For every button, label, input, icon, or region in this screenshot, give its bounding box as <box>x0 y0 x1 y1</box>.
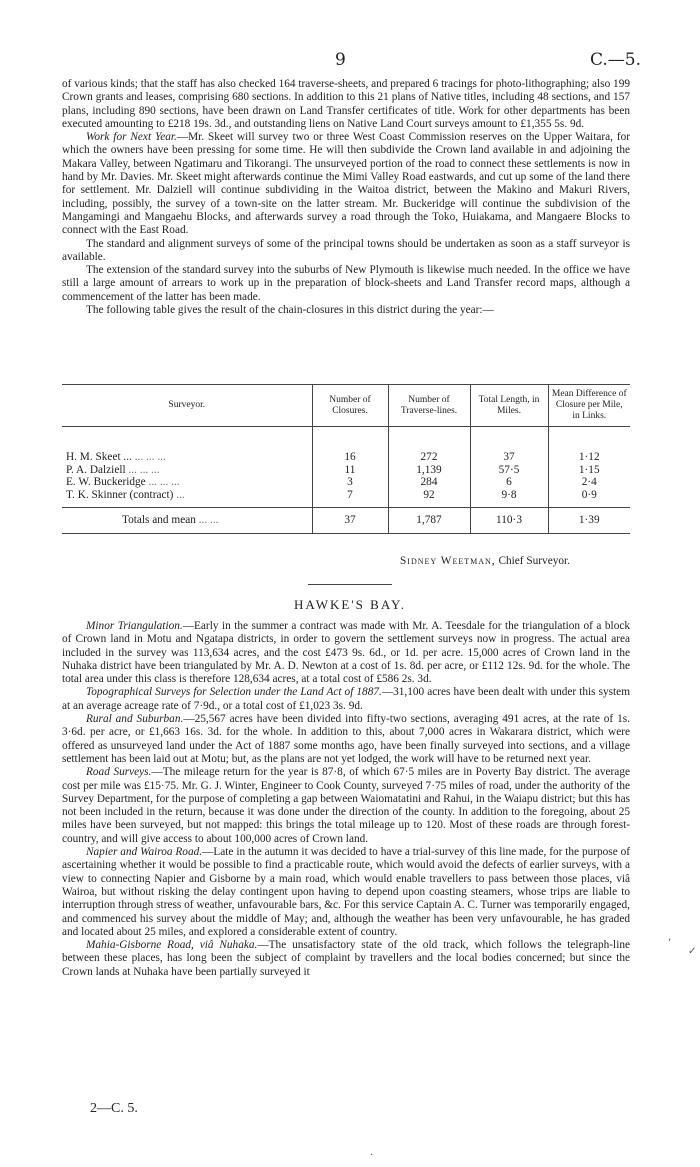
traverse-lines-cell: 284 <box>388 476 470 489</box>
traverse-lines-cell: 1,139 <box>388 464 470 477</box>
length-cell: 57·5 <box>470 464 548 477</box>
mean-cell: 2·4 <box>548 476 630 489</box>
totals-lines-cell: 1,787 <box>388 508 470 534</box>
hb-paragraph-mahia-gisborne: Mahia-Gisborne Road, viâ Nuhaka.—The unsatisfactory state of the old track, which follows the telegraph-line between these places, has long been the subject of complaint by travellers and the local bodies concerned; but since the Crown lands at Nuhaka have been partially surveyed it <box>62 939 631 978</box>
table-row <box>62 427 630 464</box>
totals-mean-cell: 1·39 <box>548 508 630 534</box>
traverse-lines-cell: 272 <box>388 427 470 464</box>
col-header-traverse-lines: Number of Traverse-lines. <box>388 385 470 427</box>
hb-paragraph-minor-triangulation: Minor Triangulation.—Early in the summer a contract was made with Mr. A. Teesdale for the triangulation of a block of Crown land in Motu and Ngatapa districts, in order to govern the settlement surveys now in progress. The actual area included in the survey was 113,634 acres, and the cost £473 9s. 6d., or 1d. per acre. 15,000 acres of Crown land in the Nuhaka district have been triangulated by Mr. A. D. Newton at a cost of 1s. 8d. per acre, or £112 12s. 9d. for the whole. The total area under this class is therefore 128,634 acres, at a total cost of £586 2s. 3d. <box>62 620 631 686</box>
surveyor-cell: H. M. Skeet ... ... ... ... <box>66 451 166 463</box>
hb-paragraph-road-surveys: Road Surveys.—The mileage return for the year is 87·8, of which 67·5 miles are in Poverty Bay district. The average cost per mile was £15·75. Mr. G. J. Winter, Engineer to Cook County, surveyed 7·75 miles of road, under the authority of the Survey Department, for the purpose of completing a gap between Waiomatatini and Rahui, in the Waiapu district; but this has not been included in the return, because it was done under the direction of the county. In addition to the foregoing, about 25 miles have been surveyed, but not mapped: this brings the total mileage up to 120. Most of these roads are through forest-country, and will give access to about 100,000 acres of Crown land. <box>62 766 630 845</box>
totals-row <box>62 508 630 534</box>
section-title: HAWKE'S BAY. <box>294 597 406 612</box>
surveyor-cell: P. A. Dalziell ... ... ... <box>66 463 160 476</box>
surveyor-cell: T. K. Skinner (contract) ... <box>66 488 185 501</box>
chain-closures-table <box>62 384 630 534</box>
closures-cell: 7 <box>312 489 388 508</box>
work-next-year-text: —Mr. Skeet will survey two or three West Coast Commission reserves on the Upper Waitara, for which the owners have been pressing for some time. He will then subdivide the Crown land available in and adjoining the Makara Valley, between Ngatimaru and Tikorangi. The unsurveyed portion of the road to connect these settlements is now in hand by Mr. Davies. Mr. Skeet might afterwards continue the Mimi Valley Road eastwards, and cut up some of the land there for settlement. Mr. Dalziell will continue subdividing in the Waitoa district, between the Makino and Makuri Rivers, including, possibly, the survey of a town-site on the latter stream. Mr. Buckeridge will continue the subdivision of the Mangamingi and Mangaehu Blocks, and afterwards survey a road through the Toko, Huiakama, and Mangaere Blocks to connect with the East Road. <box>62 131 630 237</box>
hb-paragraph-rural-suburban: Rural and Suburban.—25,567 acres have been divided into fifty-two sections, averaging 491 acres, at the rate of 1s. 3·6d. per acre, or £1,663 16s. 3d. for the whole. In addition to this, about 7,000 acres in Wakarara district, which were offered as unsurveyed land under the Act of 1887 some months ago, have been finally surveyed into sections, and a village settlement has been laid out at Motu; but, as the plans are not yet lodged, the work will have to be returned next year. <box>62 713 630 765</box>
signature-title: Chief Surveyor. <box>498 555 570 567</box>
table-header-row <box>62 385 630 427</box>
closures-cell: 3 <box>312 476 388 489</box>
length-cell: 37 <box>470 427 548 464</box>
work-next-year-heading: Work for Next Year. <box>86 131 177 144</box>
table-row <box>62 489 630 508</box>
col-header-closures: Number of Closures. <box>312 385 388 427</box>
table-row <box>62 476 630 489</box>
intro-paragraph: of various kinds; that the staff has also checked 164 traverse-sheets, and prepared 6 tracings for photo-lithographing; also 199 Crown grants and leases, comprising 680 sections. In addition to this 21 plans of Native titles, including 48 sections, and 157 plans, including 890 sections, have been drawn on Land Transfer certificates of title. Work for other departments has been executed amounting to £218 19s. 3d., and outstanding liens on Native Land Court surveys amount to £1,355 5s. 9d. <box>62 78 630 130</box>
totals-label-cell: Totals and mean ... ... <box>62 508 312 534</box>
margin-mark-icon: ✓ <box>688 946 697 957</box>
hawkes-bay-text <box>62 620 630 979</box>
scan-speck-icon: · <box>370 1150 374 1161</box>
mean-cell: 1·15 <box>548 464 630 477</box>
work-next-year-paragraph <box>62 131 630 237</box>
table-row <box>62 464 630 477</box>
signature-name: Sidney Weetman, <box>400 555 496 567</box>
taranaki-text <box>62 78 630 317</box>
closures-cell: 16 <box>312 427 388 464</box>
col-header-surveyor: Surveyor. <box>62 385 312 427</box>
col-header-mean-difference: Mean Difference of Closure per Mile, in Links. <box>548 385 630 427</box>
mean-cell: 1·12 <box>548 427 630 464</box>
document-code: C.—5. <box>590 50 642 70</box>
surveyor-cell: E. W. Buckeridge ... ... ... <box>66 476 180 488</box>
closures-cell: 11 <box>312 464 388 477</box>
table-intro-paragraph: The following table gives the result of the chain-closures in this district during the year:— <box>86 304 494 317</box>
totals-closures-cell: 37 <box>312 508 388 534</box>
col-header-total-length: Total Length, in Miles. <box>470 385 548 427</box>
section-divider <box>308 584 392 585</box>
margin-mark-icon: ‚ <box>668 932 672 943</box>
page-number: 9 <box>335 50 346 70</box>
standard-survey-paragraph: The standard and alignment surveys of some of the principal towns should be undertaken as soon as a staff surveyor is available. <box>62 237 630 263</box>
signature <box>400 555 570 567</box>
mean-cell: 0·9 <box>548 489 630 508</box>
totals-length-cell: 110·3 <box>470 508 548 534</box>
hb-paragraph-napier-wairoa: Napier and Wairoa Road.—Late in the autumn it was decided to have a trial-survey of this line made, for the purpose of ascertaining whether it would be possible to find a practicable route, which would avoid the defects of earlier surveys, with a view to connecting Napier and Gisborne by a main road, which would enable travellers to pass between those places, viâ Wairoa, but without risking the delay contingent upon having to depend upon coasting steamers, whose trips are liable to interruption through stress of weather, unfavourable bars, &c. For this service Captain A. C. Turner was temporarily engaged, and commenced his survey about the middle of May; and, although the weather has been very unfavourable, he has graded and located about 25 miles, and explored a considerable extent of country. <box>62 846 630 938</box>
extension-paragraph: The extension of the standard survey into the suburbs of New Plymouth is likewise much needed. In the office we have still a large amount of arrears to work up in the preparation of block-sheets and Land Transfer record maps, although a commencement of the latter has been made. <box>62 264 630 303</box>
page-footer: 2—C. 5. <box>90 1101 138 1116</box>
page-header <box>0 50 700 72</box>
length-cell: 9·8 <box>470 489 548 508</box>
length-cell: 6 <box>470 476 548 489</box>
traverse-lines-cell: 92 <box>388 489 470 508</box>
hb-paragraph-topographical: Topographical Surveys for Selection under the Land Act of 1887.—31,100 acres have been dealt with under this system at an average acreage rate of 7·9d., or a total cost of £1,023 3s. 9d. <box>62 686 630 712</box>
